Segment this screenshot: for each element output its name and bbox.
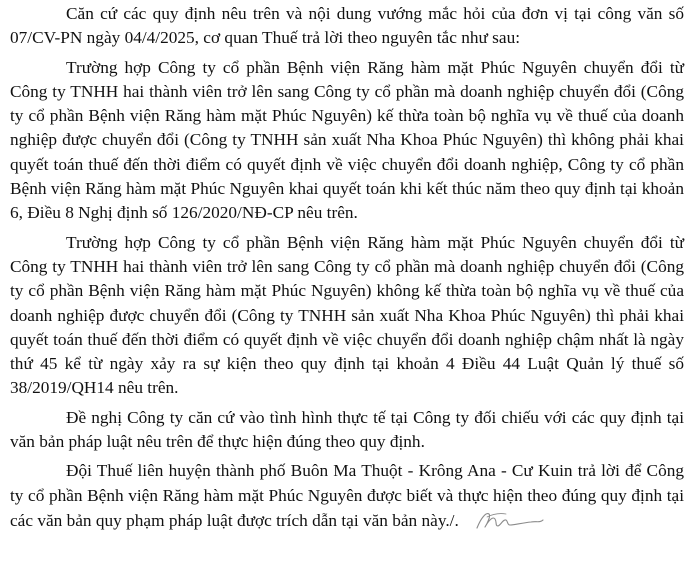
paragraph-case-inherit: Trường hợp Công ty cổ phần Bệnh viện Răng hàm mặt Phúc Nguyên chuyển đổi từ Công ty TNHH hai thành viên trở lên sang Công ty cổ phần mà doanh nghiệp chuyển đổi (Công ty cổ phần Bệnh viện Răng hàm mặt Phúc Nguyên) kế thừa toàn bộ nghĩa vụ về thuế của doanh nghiệp được chuyển đổi (Công ty TNHH sản xuất Nha Khoa Phúc Nguyên) thì không phải khai quyết toán thuế đến thời điểm có quyết định về việc chuyển đổi doanh nghiệp, Công ty cổ phần Bệnh viện Răng hàm mặt Phúc Nguyên khai quyết toán khi kết thúc năm theo quy định tại khoản 6, Điều 8 Nghị định số 126/2020/NĐ-CP nêu trên. (10, 57, 684, 223)
paragraph-closing-text: Đội Thuế liên huyện thành phố Buôn Ma Thuột - Krông Ana - Cư Kuin trả lời để Công ty cổ phần Bệnh viện Răng hàm mặt Phúc Nguyên được biết và thực hiện theo đúng quy định tại các văn bản quy phạm pháp luật được trích dẫn tại văn bản này./. (10, 461, 684, 530)
signature-icon (473, 508, 547, 534)
handwritten-signature (473, 508, 547, 534)
paragraph-closing (10, 459, 684, 534)
paragraph-intro: Căn cứ các quy định nêu trên và nội dung vướng mắc hỏi của đơn vị tại công văn số 07/CV-PN ngày 04/4/2025, cơ quan Thuế trả lời theo nguyên tắc như sau: (10, 4, 684, 48)
document-body (10, 2, 684, 539)
paragraph-case-no-inherit: Trường hợp Công ty cổ phần Bệnh viện Răng hàm mặt Phúc Nguyên chuyển đổi từ Công ty TNHH hai thành viên trở lên sang Công ty cổ phần mà doanh nghiệp chuyển đổi (Công ty cổ phần Bệnh viện Răng hàm mặt Phúc Nguyên) không kế thừa toàn bộ nghĩa vụ về thuế của doanh nghiệp được chuyển đổi (Công ty TNHH sản xuất Nha Khoa Phúc Nguyên) thì phải khai quyết toán thuế đến thời điểm có quyết định về việc chuyển đổi doanh nghiệp chậm nhất là ngày thứ 45 kể từ ngày xảy ra sự kiện theo quy định tại khoản 4 Điều 44 Luật Quản lý thuế số 38/2019/QH14 nêu trên. (10, 232, 684, 398)
paragraph-recommendation: Đề nghị Công ty căn cứ vào tình hình thực tế tại Công ty đối chiếu với các quy định tại văn bản pháp luật nêu trên để thực hiện đúng theo quy định. (10, 407, 684, 452)
